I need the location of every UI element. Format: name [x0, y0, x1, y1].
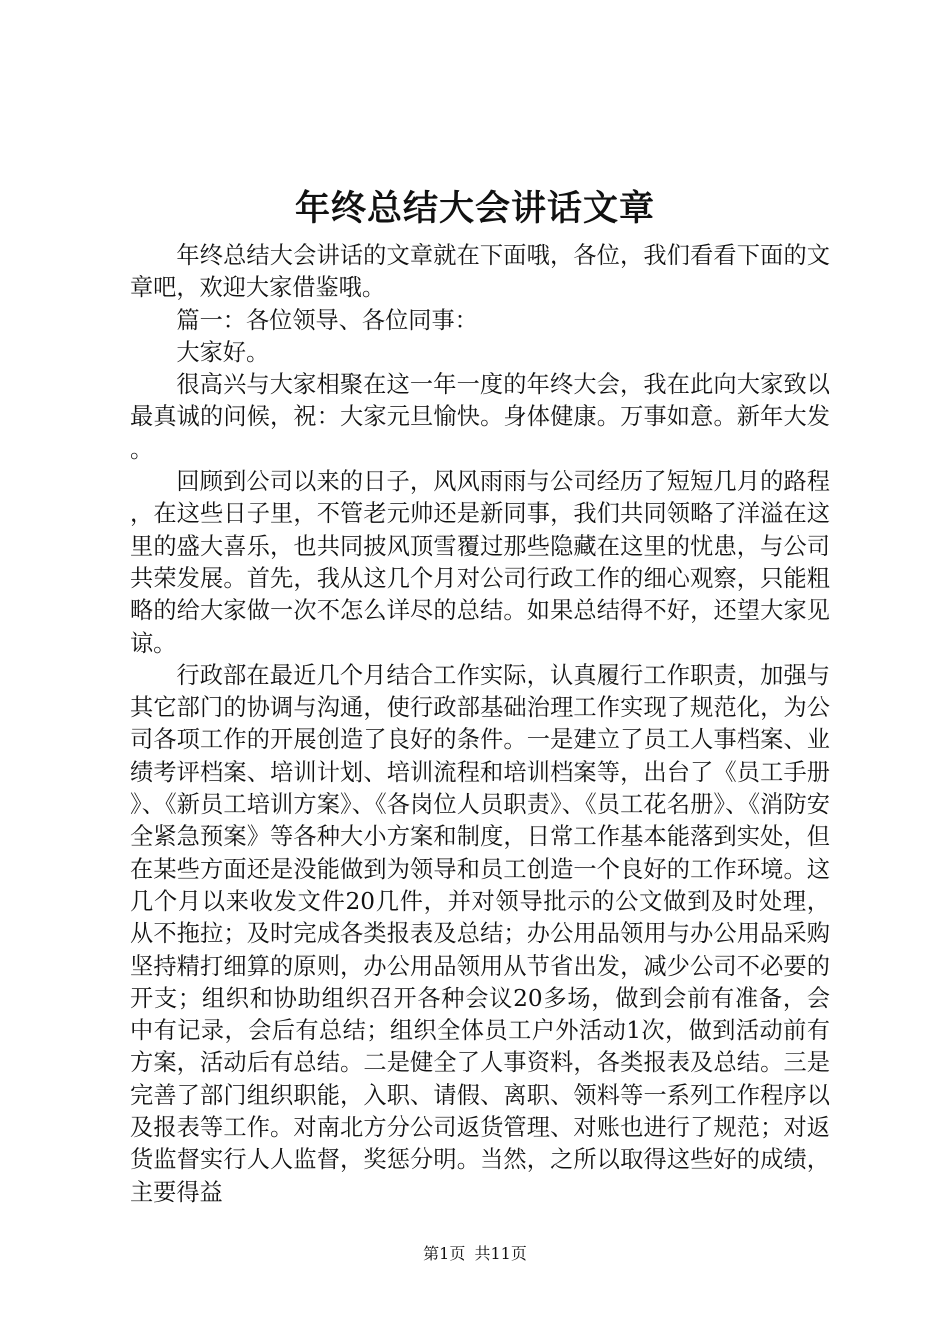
paragraph-intro: 年终总结大会讲话的文章就在下面哦，各位，我们看看下面的文章吧，欢迎大家借鉴哦。	[130, 242, 830, 302]
paragraph-wishes: 很高兴与大家相聚在这一年一度的年终大会，我在此向大家致以最真诚的问候，祝：大家元旦愉快。身体健康。万事如意。新年大发。	[130, 371, 830, 463]
page-total: 共11页	[474, 1244, 527, 1263]
paragraph-greeting: 大家好。	[176, 338, 270, 366]
paragraph-salutation: 篇一：各位领导、各位同事：	[176, 306, 478, 334]
paragraph-review: 回顾到公司以来的日子，风风雨雨与公司经历了短短几月的路程，在这些日子里，不管老元帅还是新同事，我们共同领略了洋溢在这里的盛大喜乐，也共同披风顶雪覆过那些隐藏在这里的忧患，与公司共荣发展。首先，我从这几个月对公司行政工作的细心观察，只能粗略的给大家做一次不怎么详尽的总结。如果总结得不好，还望大家见谅。	[130, 468, 830, 657]
page-number: 第1页	[423, 1244, 466, 1263]
page-footer	[0, 1243, 950, 1265]
document-title: 年终总结大会讲话文章	[294, 189, 655, 229]
document-body	[130, 240, 830, 1209]
paragraph-admin-work: 行政部在最近几个月结合工作实际，认真履行工作职责，加强与其它部门的协调与沟通，使行政部基础治理工作实现了规范化，为公司各项工作的开展创造了良好的条件。一是建立了员工人事档案、业绩考评档案、培训计划、培训流程和培训档案等，出台了《员工手册》、《新员工培训方案》、《各岗位人员职责》、《员工花名册》、《消防安全紧急预案》等各种大小方案和制度，日常工作基本能落到实处，但在某些方面还是没能做到为领导和员工创造一个良好的工作环境。这几个月以来收发文件20几件，并对领导批示的公文做到及时处理，从不拖拉；及时完成各类报表及总结；办公用品领用与办公用品采购坚持精打细算的原则，办公用品领用从节省出发，减少公司不必要的开支；组织和协助组织召开各种会议20多场，做到会前有准备，会中有记录，会后有总结；组织全体员工户外活动1次，做到活动前有方案，活动后有总结。二是健全了人事资料，各类报表及总结。三是完善了部门组织职能，入职、请假、离职、领料等一系列工作程序以及报表等工作。对南北方分公司返货管理、对账也进行了规范；对返货监督实行人人监督，奖惩分明。当然，之所以取得这些好的成绩，主要得益	[130, 661, 830, 1206]
